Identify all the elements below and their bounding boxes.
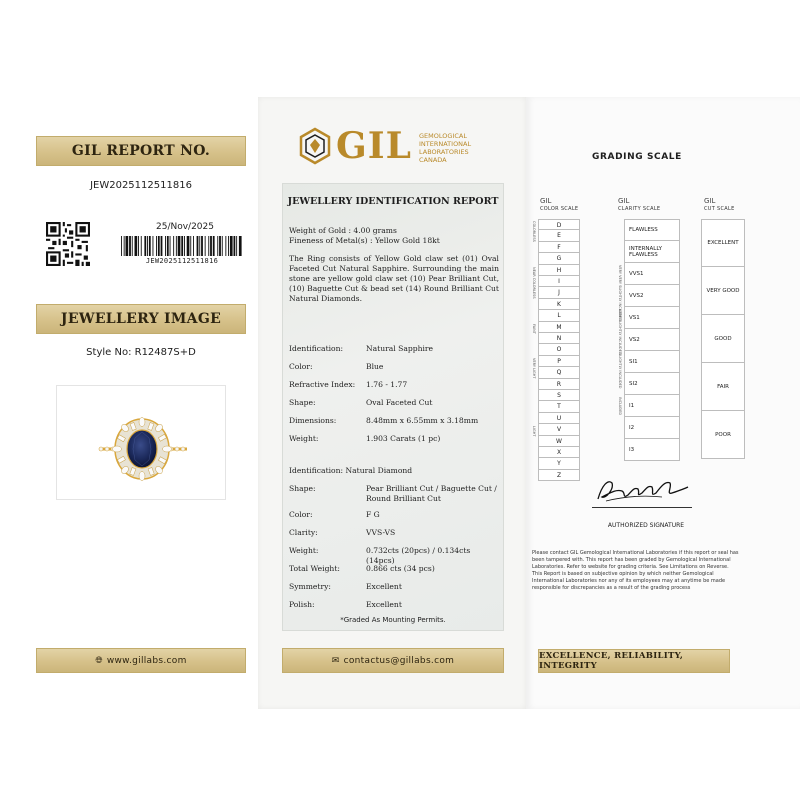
clarity-scale-label: GIL (618, 197, 630, 205)
clarity-grade-cell: FLAWLESS (624, 219, 680, 241)
left-panel (0, 97, 258, 709)
mail-icon: ✉ (331, 655, 340, 666)
report-no-label: GIL REPORT NO. (71, 143, 211, 159)
gil-logo-subtitle: GEMOLOGICAL INTERNATIONAL LABORATORIES CANADA (419, 132, 472, 164)
qr-code-icon (46, 222, 90, 266)
cut-scale-label: GIL (704, 197, 716, 205)
ring-description: The Ring consists of Yellow Gold claw set (01) Oval Faceted Cut Natural Sapphire. Surrounding the main stone are yellow gold claw set (10) Pear Brilliant Cut, (10) Baguette Cut & bead set (14) Round Brilliant Cut Natural Diamonds. (289, 254, 499, 303)
color-group-label: COLORLESS (532, 221, 536, 242)
cut-scale-sub: CUT SCALE (704, 206, 735, 212)
color-grade-cell: G (538, 253, 580, 264)
color-grade-cell: I (538, 276, 580, 287)
color-group-label: VERY LIGHT (532, 357, 536, 379)
color-grade-cell: D (538, 219, 580, 230)
color-grade-cell: S (538, 390, 580, 401)
color-grade-cell: W (538, 436, 580, 447)
signature-caption: AUTHORIZED SIGNATURE (607, 522, 685, 529)
clarity-scale-sub: CLARITY SCALE (618, 206, 661, 212)
clarity-grade-cell: I2 (624, 417, 680, 439)
color-group-label: LIGHT (532, 426, 536, 437)
report-no-header (36, 136, 246, 166)
website-link[interactable]: www.gillabs.com (106, 655, 187, 666)
clarity-group-label: VERY VERY SLIGHTLY INCLUDED (618, 265, 622, 321)
color-grade-cell: N (538, 333, 580, 344)
barcode-text: JEW2025112511816 (145, 257, 219, 265)
clarity-grade-cell: I1 (624, 395, 680, 417)
color-scale-label: GIL (540, 197, 552, 205)
color-grade-cell: K (538, 299, 580, 310)
clarity-grade-cell: SI1 (624, 351, 680, 373)
clarity-grade-cell: I3 (624, 439, 680, 461)
color-grade-cell: P (538, 356, 580, 367)
color-grade-cell: X (538, 447, 580, 458)
clarity-grade-cell: SI2 (624, 373, 680, 395)
cut-grade-cell: GOOD (701, 315, 745, 363)
jewellery-image-label: JEWELLERY IMAGE (60, 311, 222, 327)
color-grade-cell: J (538, 287, 580, 298)
gold-weight: Weight of Gold : 4.00 grams (289, 226, 397, 235)
identification-report: JEWELLERY IDENTIFICATION REPORT Weight of Gold : 4.00 grams Fineness of Metal(s) : Yellow Gold 18kt The Ring consists of Yellow Gold claw set (01) Oval Faceted Cut Natural Sapphire. Surrounding the main stone are yellow gold claw set (10) Pear Brilliant Cut, (10) Baguette Cut & bead set (14) Round Brilliant Cut Natural Diamonds. Identification: Natural Sapphire Color: Blue Refractive Index: 1.76 - 1.77 Shape: Oval Faceted Cut Dimensions: 8.48mm x 6.55mm x 3.18mm Weight: 1.903 Carats (1 pc) Identification: Natural Diamond Shape: Pear Brilliant Cut / Baguette Cut / Round Brilliant Cut Color: F G Clarity: VVS-VS Weight: 0.732cts (20pcs) / 0.134cts (14pcs) Total Weight: 0.866 cts (34 pcs) Symmetry: Excellent Polish: Excellent *Graded As Mounting Permits. (282, 183, 504, 631)
color-grade-cell: U (538, 413, 580, 424)
clarity-grade-cell: VVS1 (624, 263, 680, 285)
color-grade-cell: R (538, 379, 580, 390)
barcode-icon (120, 236, 244, 256)
color-grade-cell: F (538, 242, 580, 253)
gil-logo-icon (298, 127, 332, 165)
color-grade-cell: M (538, 322, 580, 333)
color-grade-cell: H (538, 265, 580, 276)
globe-icon: 🌐︎ (95, 655, 103, 666)
clarity-group-label: VERY SLIGHTLY INCLUDED (618, 309, 622, 355)
email-footer[interactable] (282, 648, 504, 673)
cut-grade-cell: EXCELLENT (701, 219, 745, 267)
report-title: JEWELLERY IDENTIFICATION REPORT (287, 196, 499, 207)
right-panel (526, 97, 800, 709)
middle-panel (258, 97, 526, 709)
cut-grade-cell: POOR (701, 411, 745, 459)
color-grade-cell: Z (538, 470, 580, 481)
clarity-grade-cell: VS2 (624, 329, 680, 351)
clarity-grade-cell: VVS2 (624, 285, 680, 307)
report-date: 25/Nov/2025 (156, 222, 214, 232)
jewellery-image-frame (56, 385, 226, 500)
report-number: JEW2025112511816 (90, 180, 192, 191)
color-grade-cell: E (538, 230, 580, 241)
style-number: Style No: R12487S+D (86, 347, 196, 358)
color-scale-sub: COLOR SCALE (540, 206, 579, 212)
signature-line (592, 507, 692, 508)
color-grade-cell: O (538, 344, 580, 355)
color-grade-cell: V (538, 424, 580, 435)
cut-grade-cell: FAIR (701, 363, 745, 411)
clarity-grade-cell: INTERNALLY FLAWLESS (624, 241, 680, 263)
color-group-label: FAINT (532, 323, 536, 334)
diamond-identification: Identification: Natural Diamond (289, 466, 413, 475)
color-grade-cell: Y (538, 458, 580, 469)
email-link[interactable]: contactus@gillabs.com (343, 655, 455, 666)
cut-grade-cell: VERY GOOD (701, 267, 745, 315)
tagline: EXCELLENCE, RELIABILITY, INTEGRITY (539, 651, 684, 671)
website-footer[interactable] (36, 648, 246, 673)
tagline-footer (538, 649, 730, 673)
graded-note: *Graded As Mounting Permits. (340, 616, 446, 624)
disclaimer-text: Please contact GIL Gemological International Laboratories if this report or seal has been tampered with. This report has been graded by Gemological International Laboratories. Refer to website for grading criteria. See Limitations on Reverse. This Report is based on subjective opinion by which neither Gemological International Laboratories nor any of its employees may at anytime be made responsible for discrepancies as a result of the grading process (532, 550, 739, 591)
color-grade-cell: T (538, 401, 580, 412)
color-grade-cell: Q (538, 367, 580, 378)
clarity-group-label: INCLUDED (618, 397, 622, 416)
clarity-grade-cell: VS1 (624, 307, 680, 329)
metal-fineness: Fineness of Metal(s) : Yellow Gold 18kt (289, 236, 440, 245)
jewellery-image-header (36, 304, 246, 334)
ring-image (57, 386, 227, 501)
clarity-group-label: SLIGHTLY INCLUDED (618, 353, 622, 389)
color-grade-cell: L (538, 310, 580, 321)
signature-image (592, 475, 692, 505)
gil-logo-text: GIL (336, 125, 412, 167)
grading-scale-title: GRADING SCALE (592, 152, 682, 162)
color-group-label: NEAR COLORLESS (532, 266, 536, 299)
